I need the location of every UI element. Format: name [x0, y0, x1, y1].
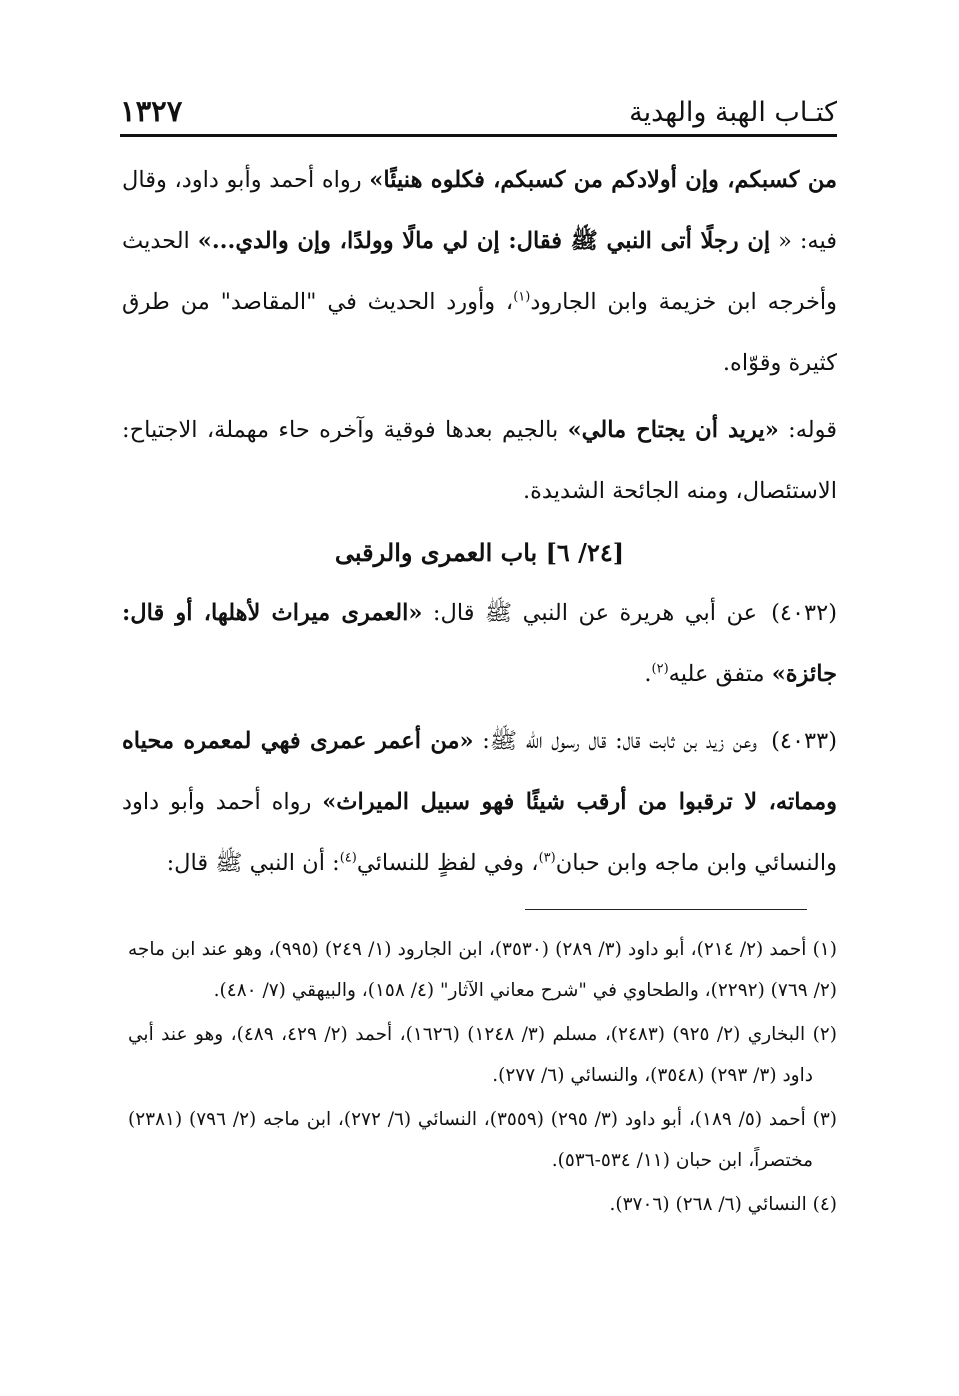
footnote-ref: (٣): [538, 850, 556, 866]
quote-text: «يريد أن يجتاح مالي»: [567, 417, 779, 443]
quote-text: «العمرى ميراث لأهلها، أو قال: جائزة»: [122, 600, 837, 687]
page-header: [120, 86, 837, 137]
footnotes: [128, 930, 837, 1230]
hadith-4033: [122, 711, 837, 894]
paragraph-1: [122, 150, 837, 394]
quote-text: إن رجلًا أتى النبي ﷺ فقال: إن لي مالًا وولدًا، وإن والدي...»: [197, 228, 771, 254]
footnote-divider: [525, 909, 807, 910]
footnote-ref: (٤): [339, 850, 357, 866]
body-text: رواه أحمد وأبو داود والنسائي وابن ماجه وابن حبان: [122, 789, 837, 876]
quote-text: «من أعمر عمرى فهي لمعمره محياه ومماته، لا ترقبوا من أرقب شيئًا فهو سبيل الميراث»: [122, 728, 837, 815]
hadith-number: (٤٠٣٣): [771, 728, 837, 754]
body-text: عن أبي هريرة عن النبي ﷺ قال:: [422, 600, 758, 626]
footnote-4: (٤) النسائي (٦/ ٢٦٨) (٣٧٠٦).: [609, 1194, 837, 1215]
body-text: .: [644, 661, 652, 687]
section-heading: [٢٤/ ٦] باب العمرى والرقبى: [334, 538, 625, 567]
page-number: ١٣٢٧: [120, 94, 183, 128]
body-text: قوله:: [778, 417, 837, 443]
footnote-2: (٢) البخاري (٢/ ٩٢٥) (٢٤٨٣)، مسلم (٣/ ١٢٤٨) (١٦٢٦)، أحمد (٢/ ٤٢٩، ٤٨٩)، وهو عند أبي داود (٣/ ٢٩٣) (٣٥٤٨)، والنسائي (٦/ ٢٧٧).: [128, 1024, 837, 1086]
body-text: ، وفي لفظٍ للنسائي: [356, 850, 539, 876]
body-text: وعن زيد بن ثابت قال: قال رسول الله ﷺ:: [473, 728, 758, 754]
running-title: كتـاب الهبة والهدية: [629, 97, 837, 128]
quote-text: من كسبكم، وإن أولادكم من كسبكم، فكلوه هنيئًا»: [369, 167, 837, 193]
body-text: متفق عليه: [668, 661, 772, 687]
footnote-ref: (١): [513, 289, 531, 305]
hadith-number: (٤٠٣٢): [771, 600, 837, 626]
footnote-ref: (٢): [651, 661, 669, 677]
body-text: : أن النبي ﷺ قال:: [166, 850, 340, 876]
body-text: الحديث وأخرجه ابن خزيمة وابن الجارود: [122, 228, 837, 315]
body-text: بالجيم بعدها فوقية وآخره حاء مهملة، الاجتياح: الاستئصال، ومنه الجائحة الشديدة.: [122, 417, 837, 504]
footnote-1: (١) أحمد (٢/ ٢١٤)، أبو داود (٣/ ٢٨٩) (٣٥٣٠)، ابن الجارود (١/ ٢٤٩) (٩٩٥)، وهو عند ابن ماجه (٢/ ٧٦٩) (٢٢٩٢)، والطحاوي في "شرح معاني الآثار" (٤/ ١٥٨)، والبيهقي (٧/ ٤٨٠).: [128, 939, 837, 1001]
hadith-4032: [122, 583, 837, 705]
footnote-3: (٣) أحمد (٥/ ١٨٩)، أبو داود (٣/ ٢٩٥) (٣٥٥٩)، النسائي (٦/ ٢٧٢)، ابن ماجه (٢/ ٧٩٦) (٢٣٨١) مختصراً، ابن حبان (١١/ ٥٣٤-٥٣٦).: [128, 1109, 837, 1171]
body-text: ، وأورد الحديث في "المقاصد" من طرق كثيرة وقوّاه.: [122, 289, 837, 376]
paragraph-2: [122, 400, 837, 522]
main-text: [122, 150, 837, 894]
body-text: رواه أحمد وأبو داود، وقال فيه: «: [122, 167, 838, 254]
